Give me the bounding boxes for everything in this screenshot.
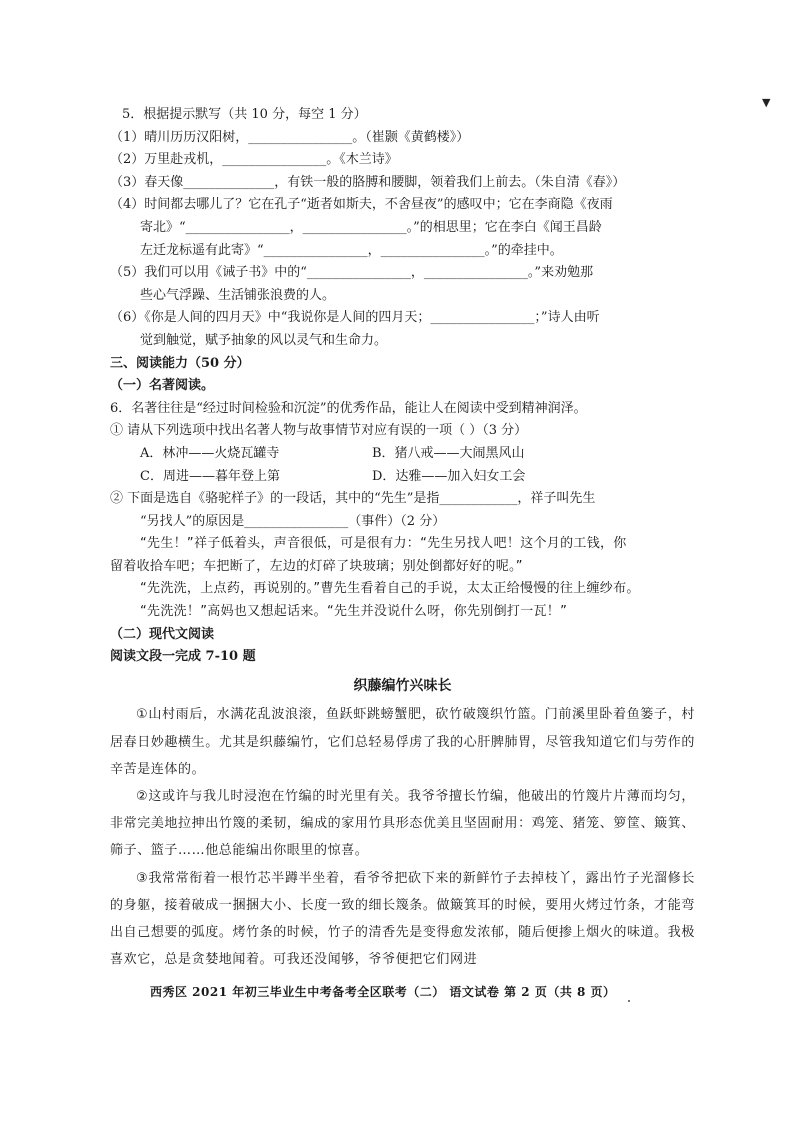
article-paragraph-1: ①山村雨后，水满花乱波浪滚，鱼跃虾跳螃蟹肥，砍竹破篾织竹篮。门前溪里卧着鱼篓子，村居春日妙趣横生。尤其是织藤编竹，它们总轻易俘虏了我的心肝脾肺胃，尽管我知道它们与劳作的辛苦是连体的。	[110, 707, 695, 777]
novel-quote-line-2: 留着收拾车吧；车把断了，左边的灯碎了块玻璃；别处倒都好好的呢。”	[110, 558, 523, 574]
page-footer: 西秀区 2021 年初三毕业生中考备考全区联考（二） 语文试卷 第 2 页（共 8 页）	[150, 985, 616, 999]
q6-part-2-line-2: “另找人”的原因是________________（事件）（2 分）	[140, 513, 446, 529]
option-b: B．猪八戒——大闹黑风山	[372, 445, 525, 461]
q5-item-1: （1）晴川历历汉阳树，________________。（崔颢《黄鹤楼》）	[110, 129, 470, 145]
q5-item-2: （2）万里赴戎机，________________。《木兰诗》	[110, 152, 398, 168]
article-paragraph-2: ②这或许与我儿时浸泡在竹编的时光里有关。我爷爷擅长竹编，他破出的竹篾片片薄而均匀，非常完美地拉抻出竹篾的柔韧，编成的家用竹具形态优美且坚固耐用：鸡笼、猪笼、箩筐、簸箕、筛子、篮子……他总能编出你眼里的惊喜。	[110, 789, 695, 859]
q5-item-4-line-2: 寄北》“________________，________________。”的相思里；它在李白《闻王昌龄	[140, 219, 602, 235]
q5-item-5-line-1: （5）我们可以用《诫子书》中的“________________，________________。”来劝勉那	[110, 265, 594, 281]
novel-quote-line-1: “先生！”祥子低着头，声音很低，可是很有力：“先生另找人吧！这个月的工钱，你	[140, 536, 627, 552]
q5-item-3: （3）春天像______________，有铁一般的胳膊和腰脚，领着我们上前去。（朱自清《春》）	[110, 174, 626, 190]
option-d: D．达雅——加入妇女工会	[372, 468, 526, 484]
q5-item-4-line-3: 左迁龙标遥有此寄》“________________，________________。”的牵挂中。	[140, 242, 563, 258]
novel-quote-line-3: “先洗洗，上点药，再说别的。”曹先生看着自己的手说，太太正给慢慢的往上缠纱布。	[140, 581, 640, 597]
question-5-heading: 5．根据提示默写（共 10 分，每空 1 分）	[122, 107, 367, 122]
novel-quote-line-4: “先洗洗！”高妈也又想起话来。“先生并没说什么呀，你先别倒打一瓦！”	[140, 604, 568, 620]
scan-speck	[628, 1000, 630, 1002]
q5-item-6-line-2: 觉到触觉，赋予抽象的风以灵气和生命力。	[140, 332, 388, 348]
subsection-modern-reading-heading: （二）现代文阅读	[110, 626, 215, 642]
article-paragraph-3: ③我常常衔着一根竹芯半蹲半坐着，看爷爷把砍下来的新鲜竹子去掉枝丫，露出竹子光溜修长的身躯，接着破成一捆捆大小、长度一致的细长篾条。做簸箕耳的时候，要用火烤过竹条，才能弯出自己想要的弧度。烤竹条的时候，竹子的清香先是变得愈发浓郁，随后便掺上烟火的味道。我极喜欢它，总是贪婪地闻着。可我还没闻够，爷爷便把它们网进	[110, 870, 695, 968]
option-a: A．林冲——火烧瓦罐寺	[140, 445, 280, 461]
q6-options-row-2	[110, 466, 695, 489]
q5-item-4-line-1: （4）时间都去哪儿了？它在孔子“逝者如斯夫，不舍昼夜”的感叹中；它在李商隐《夜雨	[110, 197, 613, 213]
q5-item-5-line-2: 些心气浮躁、生活铺张浪费的人。	[140, 287, 336, 303]
exam-page	[110, 104, 695, 973]
corner-triangle-mark: ▼	[762, 96, 771, 109]
question-6-heading: 6．名著往往是“经过时间检验和沉淀”的优秀作品，能让人在阅读中受到精神润泽。	[110, 400, 587, 416]
q6-part-2-line-1: ② 下面是选自《骆驼样子》的一段话，其中的“先生”是指____________，祥子叫先生	[110, 491, 596, 507]
q6-part-1: ① 请从下列选项中找出名著人物与故事情节对应有误的一项（ ）（3 分）	[110, 423, 528, 439]
option-c: C．周进——暮年登上第	[140, 468, 280, 484]
subsection-classics-heading: （一）名著阅读。	[110, 378, 215, 394]
reading-instruction: 阅读文段一完成 7-10 题	[110, 649, 256, 665]
q5-item-6-line-1: （6）《你是人间的四月天》中“我说你是人间的四月天；________________；”诗人由听	[110, 310, 600, 326]
article-title: 织藤编竹兴味长	[353, 677, 452, 694]
q6-options-row-1	[110, 443, 695, 466]
section-3-heading: 三、阅读能力（50 分）	[110, 355, 250, 371]
